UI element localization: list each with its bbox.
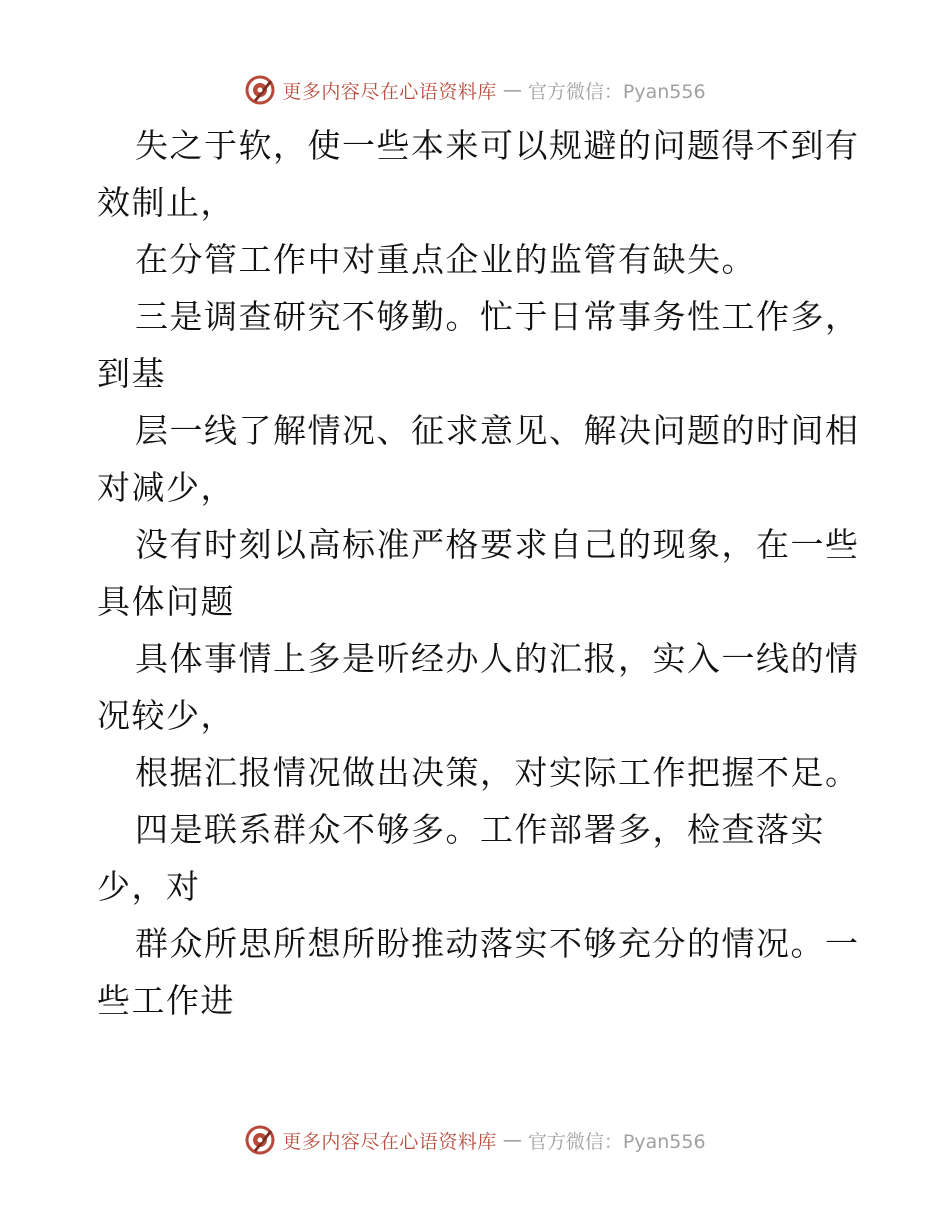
page-footer-banner [0, 1120, 950, 1160]
footer-dash: — [502, 1129, 522, 1151]
footer-site-text: 更多内容尽在心语资料库 [282, 1130, 497, 1153]
text-line: 四是联系群众不够多。工作部署多，检查落实 [135, 810, 825, 849]
text-line: 少，对 [97, 867, 201, 906]
pen-logo-icon [244, 74, 276, 106]
text-line: 况较少， [97, 696, 235, 735]
text-line: 对减少， [97, 468, 235, 507]
header-site-text: 更多内容尽在心语资料库 [282, 80, 497, 103]
text-line: 三是调查研究不够勤。忙于日常事务性工作多， [135, 297, 860, 336]
text-line: 根据汇报情况做出决策，对实际工作把握不足。 [135, 753, 860, 792]
text-line: 到基 [97, 354, 166, 393]
text-line: 群众所思所想所盼推动落实不够充分的情况。一 [135, 924, 860, 963]
text-line: 些工作进 [97, 981, 235, 1020]
text-line: 具体问题 [97, 582, 235, 621]
footer-wechat-text: 官方微信：Pyan556 [527, 1130, 706, 1153]
header-wechat-text: 官方微信：Pyan556 [527, 80, 706, 103]
text-line: 具体事情上多是听经办人的汇报，实入一线的情 [135, 639, 860, 678]
document-body [97, 117, 860, 1029]
text-line: 层一线了解情况、征求意见、解决问题的时间相 [135, 411, 860, 450]
pen-logo-icon [244, 1124, 276, 1156]
text-line: 失之于软，使一些本来可以规避的问题得不到有 [135, 126, 860, 165]
text-line: 在分管工作中对重点企业的监管有缺失。 [135, 240, 756, 279]
text-line: 没有时刻以高标准严格要求自己的现象，在一些 [135, 525, 860, 564]
page-header-banner [0, 70, 950, 110]
header-dash: — [502, 79, 522, 101]
text-line: 效制止， [97, 183, 235, 222]
